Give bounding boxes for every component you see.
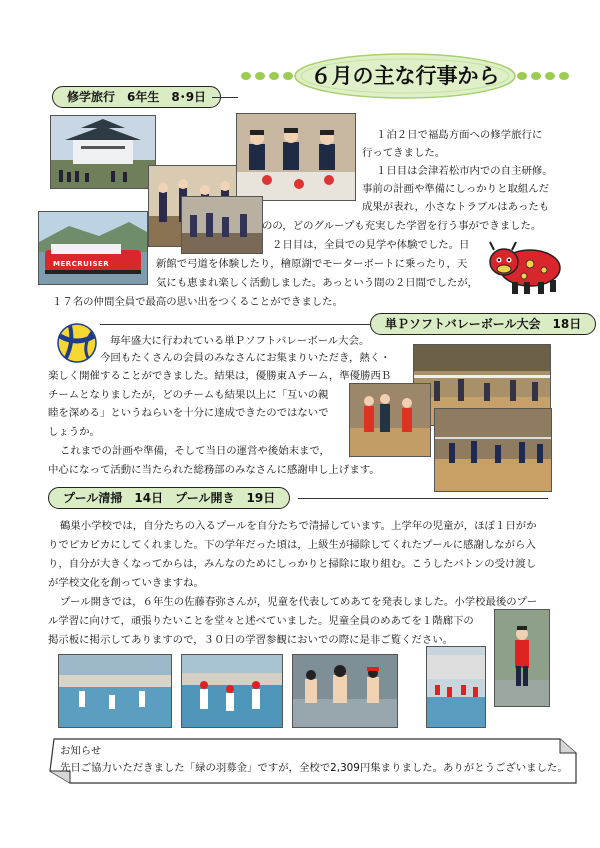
volley-heading: 単Ｐソフトバレーボール大会 18日 [370,313,596,335]
volley-line-3: 楽しく開催することができました。結果は，優勝東Ａチーム，準優勝西Ｂ [48,370,392,382]
volley-line-4: チームとなりましたが，どのチームも結果以上に「互いの親 [48,389,329,401]
notice-text: 先日ご協力いただきました「緑の羽募金」ですが，全校で2,309円集まりました。ありがとうございました。 [60,762,568,774]
pool-photo-2 [181,654,283,728]
pool-photo-3 [292,654,398,728]
pool-line-6: ル学習に向けて，頑張りたいことを堂々と述べていました。児童全員のめあてを１階廊下の [48,615,474,627]
pool-line-7: 掲示板に掲示してありますので，３０日の学習参観においでの際に是非ご覧ください。 [48,634,454,646]
gym-photo-2 [349,383,431,457]
trip-line-4: 事前の計画や準備にしっかりと取組んだ [362,183,550,195]
notice-label: お知らせ [60,745,102,757]
trip-heading: 修学旅行 6年生 8･9日 [52,86,221,108]
boat-sign-text: MERCRUISER [53,260,110,268]
akabeko-illustration [486,236,568,296]
pool-line-4: が学校文化を創っていきますね。 [48,577,204,589]
trip-line-3: １日目は会津若松市内での自主研修。 [376,165,553,177]
boat-photo [38,211,148,285]
volley-line-5: 睦を深める」というねらいを十分に達成できたのではないで [48,407,329,419]
castle-photo [50,115,156,189]
pool-photo-1 [58,654,172,728]
volley-heading-rule [100,324,370,325]
pool-heading-rule [298,498,548,499]
trip-line-9: 気にも恵まれ楽しく活動しました。あっという間の２日間でしたが， [156,277,479,289]
volley-line-7: これまでの計画や準備，そして当日の運営や後始末まで， [60,445,330,457]
volleyball-icon [56,322,98,364]
hallway-photo [181,196,263,254]
pool-line-5: プール開きでは，６年生の佐藤春弥さんが，児童を代表してめあてを発表しました。小学校最後のプー [60,596,538,608]
notice-box [48,737,578,787]
speaker-photo [494,609,550,707]
craft-photo [236,113,356,201]
pool-photo-4 [426,646,486,728]
volley-line-2: 今回もたくさんの会員のみなさんにお集まりいただき，熱く・ [100,352,391,364]
trip-heading-rule [212,97,238,98]
pool-line-2: りでピカピカにしてくれました。下の学年だった頃は，上級生が掃除してくれたプールに感謝しながら入 [48,539,536,551]
trip-line-8: 新館で弓道を体験したり，檜原湖でモーターボートに乗ったり，天 [156,258,468,270]
trip-line-2: 行ってきました。 [362,147,446,159]
trip-line-1: １泊２日で福島方面への修学旅行に [376,129,543,141]
volley-line-1: 毎年盛大に行われている単Ｐソフトバレーボール大会。 [110,335,370,347]
trip-line-7: ２日目は，全員での見学や体験でした。日 [272,239,470,251]
trip-line-5: 成果が表れ，小さなトラブルはあったも [362,201,550,213]
gym-photo-3 [434,408,552,492]
trip-line-6: のの，どのグループも充実した学習を行う事ができました。 [262,220,542,232]
title-banner [238,52,572,100]
pool-line-3: り，自分が大きくなってからは，みんなのためにしっかりと掃除に取り組む。こうしたバトンの受け渡し [48,558,537,570]
pool-line-1: 鶴巣小学校では，自分たちの入るプールを自分たちで清掃しています。上学年の児童が，ほぼ１日がか [60,520,537,532]
trip-line-10: １７名の仲間全員で最高の思い出をつくることができました。 [52,296,343,308]
pool-heading: プール清掃 14日 プール開き 19日 [48,487,290,509]
page-title: ６月の主な行事から [310,64,500,88]
volley-line-6: しょうか。 [48,426,100,438]
volley-line-8: 中心になって活動に当たられた総務部のみなさんに感謝申し上げます。 [48,464,380,476]
